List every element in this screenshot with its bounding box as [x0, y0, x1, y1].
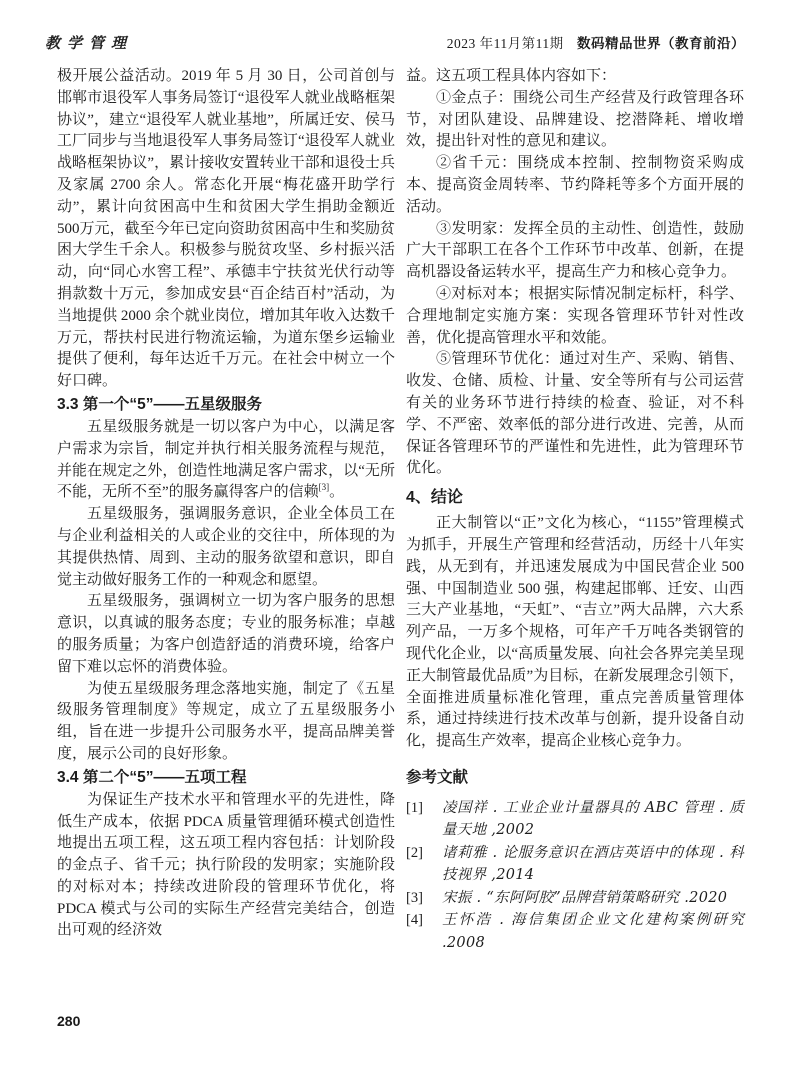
citation-superscript: [3]: [318, 482, 330, 493]
reference-item: [406, 909, 744, 954]
reference-label: [3]: [406, 889, 423, 906]
references-heading: 参考文献: [406, 768, 469, 786]
section-heading-3-3: 3.3 第一个“5”——五星级服务: [57, 395, 262, 413]
paragraph: 益。这五项工程具体内容如下：: [406, 68, 617, 84]
paragraph: 为保证生产技术水平和管理水平的先进性，降低生产成本，依据 PDCA 质量管理循环模式创造性地提出五项工程，这五项工程内容包括：计划阶段的金点子、省千元；执行阶段的发明家；实施阶段的对标对本；持续改进阶段的管理环节优化，将 PDCA 模式与公司的实际生产经营完美结合，创造出可观的经济效: [57, 791, 395, 939]
paragraph-text: 。: [329, 484, 345, 501]
column-left: [57, 66, 395, 954]
running-head: [45, 32, 745, 53]
reference-text: 诸莉雅 . 论服务意识在酒店英语中的体现 . 科技视界 ,2014: [442, 844, 744, 884]
reference-label: [1]: [406, 799, 423, 816]
paragraph: [57, 417, 395, 504]
reference-list: [406, 797, 744, 955]
journal-title: 数码精品世界（教育前沿）: [577, 36, 745, 51]
paragraph: ②省千元：围绕成本控制、控制物资采购成本、提高资金周转率、节约降耗等多个方面开展的活动。: [406, 155, 744, 215]
paragraph: 极开展公益活动。2019 年 5 月 30 日，公司首创与邯郸市退役军人事务局签订“退役军人就业战略框架协议”，建立“退役军人就业基地”，所属迁安、侯马工厂同步与当地退役军人事务局签订“退役军人就业战略框架协议”，累计接收安置转业干部和退役士兵及家属 2700 余人。常态化开展“梅花盛开助学行动”，累计向贫困高中生和贫困大学生捐助金额近500万元，截至今年已定向资助贫困高中生和奖励贫困大学生千余人。积极参与脱贫攻坚、乡村振兴活动，向“同心水窖工程”、承德丰宁扶贫光伏行动等捐款数十万元，参加成安县“百企结百村”活动，为当地提供 2000 余个就业岗位，增加其年收入达数千万元，帮扶村民进行物流运输，为道东堡乡运输业提供了便利，每年达近千万元。在社会中树立一个好口碑。: [57, 68, 395, 390]
paragraph: ④对标对本；根据实际情况制定标杆，科学、合理地制定实施方案：实现各管理环节针对性改善，优化提高管理水平和效能。: [406, 285, 744, 346]
paragraph-text: 五星级服务就是一切以客户为中心，以满足客户需求为宗旨，制定并执行相关服务流程与规范，并能在规定之外，创造性地满足客户需求，以“无所不能，无所不至”的服务赢得客户的信赖: [57, 418, 395, 501]
paragraph: 五星级服务，强调树立一切为客户服务的思想意识，以真诚的服务态度；专业的服务标准；卓越的服务质量；为客户创造舒适的消费环境，给客户留下难以忘怀的消费体验。: [57, 593, 395, 675]
reference-label: [4]: [406, 912, 423, 929]
paragraph: 正大制管以“正”文化为核心，“1155”管理模式为抓手，开展生产管理和经营活动，历经十八年实践，从无到有，并迅速发展成为中国民营企业 500 强、中国制造业 500 强，构建起邯郸、迁安、山西三大产业基地，“天虹”、“吉立”两大品牌，六大系列产品，一万多个规格，可年产千万吨各类钢管的现代化企业，以“高质量发展、向社会各界完美呈现正大制管最优品质”为目标，在新发展理念引领下，全面推进质量标准化管理，重点完善质量管理体系，通过持续进行技术改革与创新，提升设备自动化，提高生产效率，提高企业核心竞争力。: [406, 515, 744, 750]
page-number: 280: [57, 1013, 81, 1029]
reference-item: [406, 797, 744, 842]
paragraph: 为使五星级服务理念落地实施，制定了《五星级服务管理制度》等规定，成立了五星级服务小组，旨在进一步提升公司服务水平，提高品牌美誉度，展示公司的良好形象。: [57, 680, 395, 762]
paragraph: ③发明家：发挥全员的主动性、创造性，鼓励广大干部职工在各个工作环节中改革、创新，在提高机器设备运转水平，提高生产力和核心竞争力。: [406, 220, 744, 281]
paragraph: ①金点子：围绕公司生产经营及行政管理各环节，对团队建设、品牌建设、挖潜降耗、增收增效，提出针对性的意见和建议。: [406, 89, 744, 150]
section-heading-3-4: 3.4 第二个“5”——五项工程: [57, 768, 247, 786]
reference-item: [406, 842, 744, 887]
column-right: [406, 66, 744, 954]
issue-info: 2023 年11月第11期: [446, 36, 564, 51]
reference-label: [2]: [406, 844, 423, 861]
section-label: 教学管理: [45, 34, 134, 52]
reference-text: 王怀浩 . 海信集团企业文化建构案例研究 .2008: [442, 912, 744, 951]
reference-text: 宋振 . “东阿阿胶”品牌营销策略研究 .2020: [442, 889, 728, 906]
paragraph: 五星级服务，强调服务意识，企业全体员工在与企业利益相关的人或企业的交往中，所体现的为其提供热情、周到、主动的服务欲望和意识，即自觉主动做好服务工作的一种观念和愿望。: [57, 506, 395, 588]
reference-text: 凌国祥 . 工业企业计量器具的 ABC 管理 . 质量天地 ,2002: [442, 799, 744, 839]
article-body: [57, 66, 745, 954]
reference-item: [406, 887, 744, 910]
issue-journal-line: [447, 32, 745, 52]
section-heading-conclusion: 4、结论: [406, 489, 463, 507]
paragraph: ⑤管理环节优化：通过对生产、采购、销售、收发、仓储、质检、计量、安全等所有与公司运营有关的业务环节进行持续的检查、验证，对不科学、不严密、效率低的部分进行改进、完善，从而保证各管理环节的严谨性和先进性，此为管理环节优化。: [406, 351, 744, 477]
